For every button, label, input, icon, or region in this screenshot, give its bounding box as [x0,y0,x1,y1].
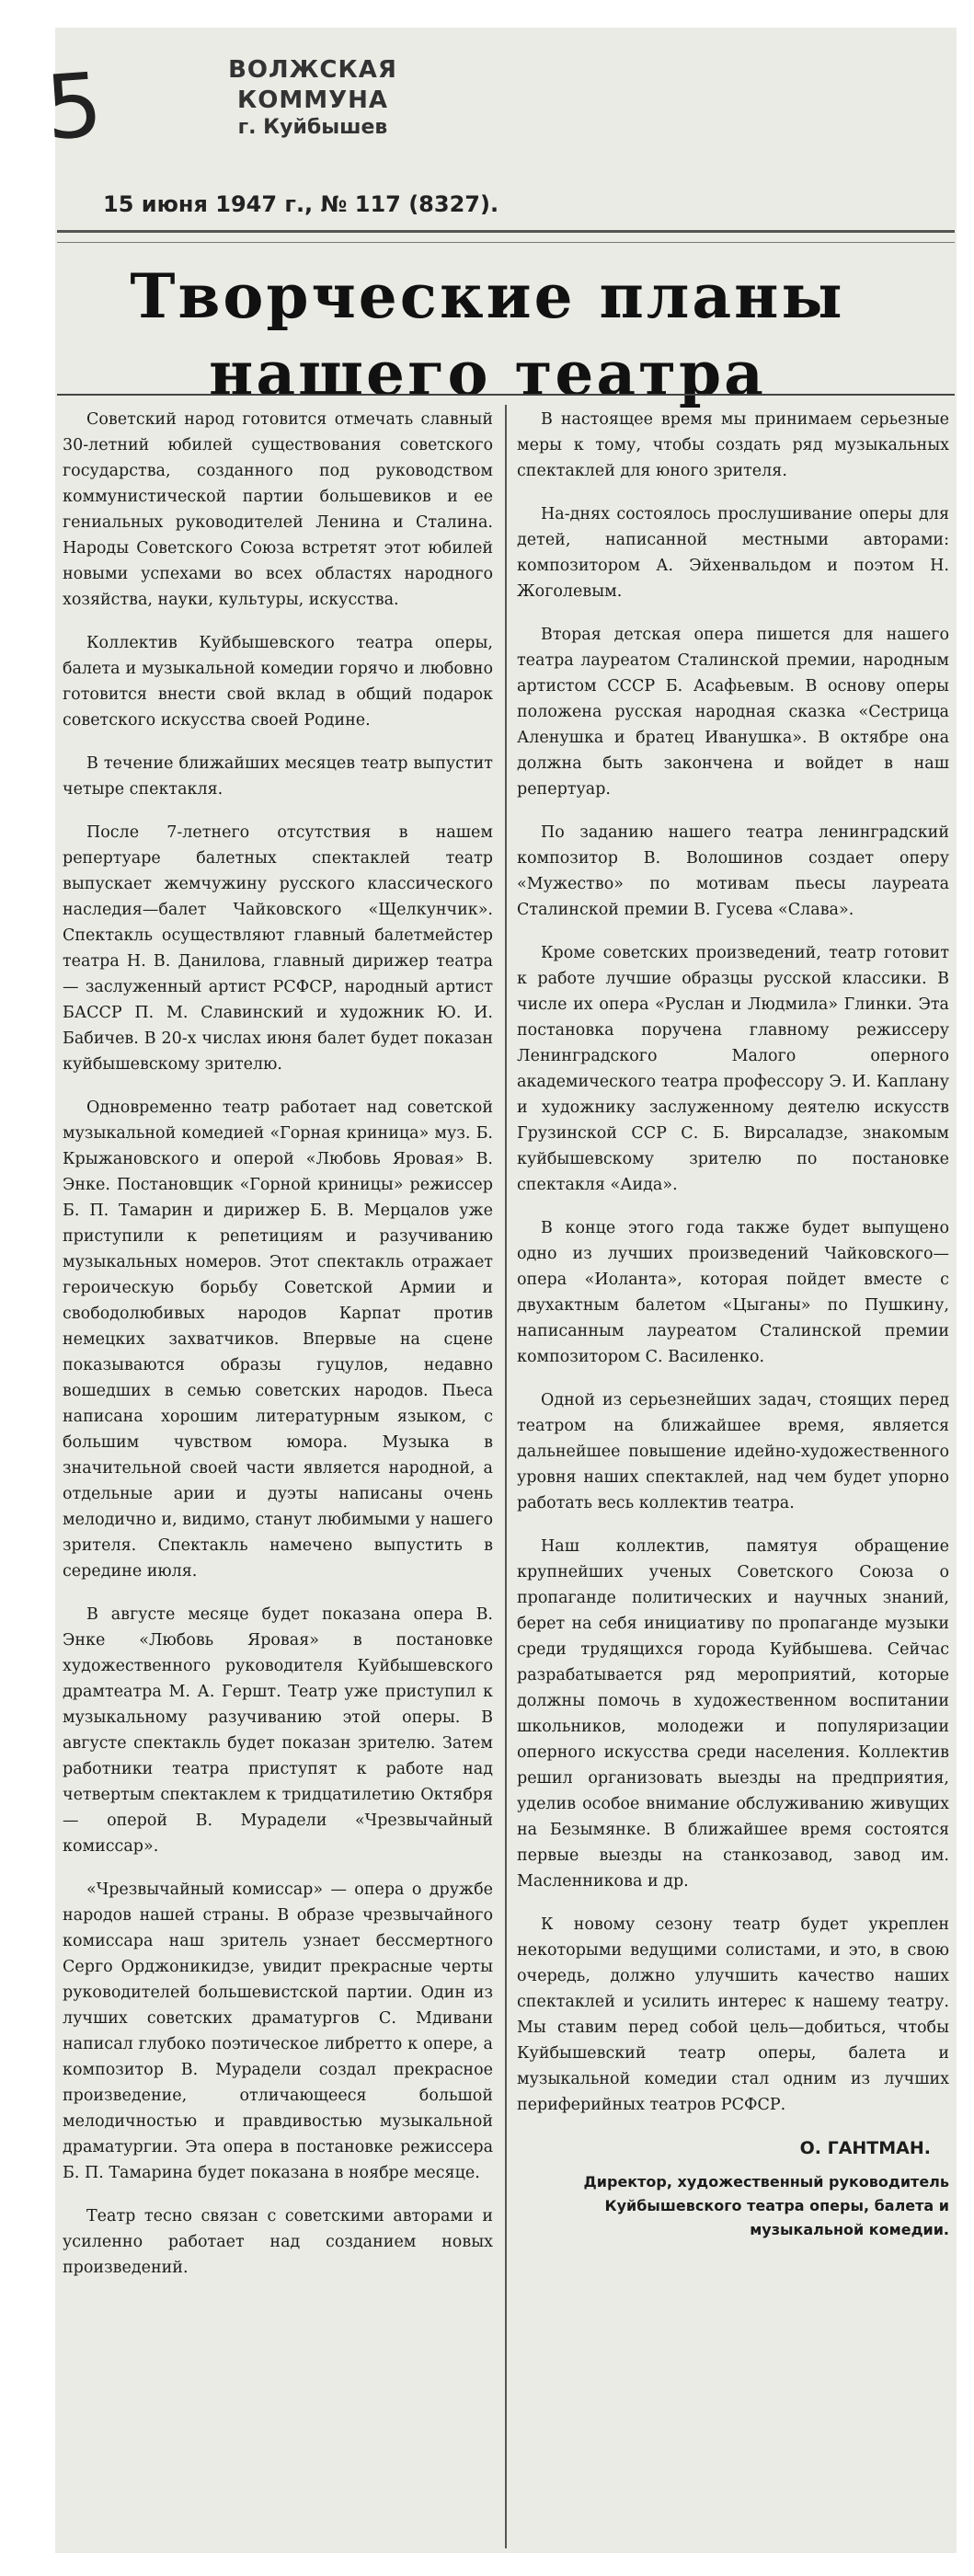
paragraph: Одновременно театр работает над советской музыкальной комедией «Горная криница» муз. Б. Крыжановского и оперой «Любовь Яровая» В. Энке. Постановщик «Горной криницы» режиссер Б. П. Тамарин и дирижер Б. В. Мерцалов уже приступили к репетициям и разучиванию музыкальных номеров. Этот спектакль отражает героическую борьбу Советской Армии и свободолюбивых народов Карпат против немецких захватчиков. Впервые на сцене показываются образы гуцулов, недавно вошедших в семью советских народов. Пьеса написана хорошим литературным языком, с большим чувством юмора. Музыка в значительной своей части является народной, а отдельные арии и дуэты написаны очень мелодично и, видимо, станут любимыми у нашего зрителя. Спектакль намечено выпустить в середине июля. [63,1098,493,1581]
paragraph: Коллектив Куйбышевского театра оперы, балета и музыкальной комедии горячо и любовно готовится внести свой вклад в общий подарок советского искусства своей Родине. [63,634,493,730]
handwritten-page-number: 5 [42,53,106,160]
paragraph: На-днях состоялось прослушивание оперы для детей, написанной местными авторами: композитором А. Эйхенвальдом и поэтом Н. Жоголевым. [517,505,949,601]
right-column [517,407,949,2242]
column-divider [505,405,507,2548]
paragraph: Театр тесно связан с советскими авторами и усиленно работает над созданием новых произведений. [63,2207,493,2277]
paragraph: По заданию нашего театра ленинградский композитор В. Волошинов создает оперу «Мужество» по мотивам пьесы лауреата Сталинской премии В. Гусева «Слава». [517,823,949,919]
signature-block [517,2135,949,2242]
paragraph: Советский народ готовится отмечать славный 30-летний юбилей существования советского государства, созданного под руководством коммунистической партии большевиков и ее гениальных руководителей Ленина и Сталина. Народы Советского Союза встретят этот юбилей новыми успехами во всех областях народного хозяйства, науки, культуры, искусства. [63,410,493,609]
author-role: Директор, художественный руководитель Куйбышевского театра оперы, балета и музыкальной комедии. [583,2173,949,2238]
left-column [63,407,493,2298]
title-divider [57,394,955,396]
author-name: О. ГАНТМАН. [799,2138,931,2158]
newspaper-stamp [166,55,460,141]
stamp-city: г. Куйбышев [237,116,388,139]
header-rule [57,230,955,243]
paragraph: Кроме советских произведений, театр готовит к работе лучшие образцы русской классики. В числе их опера «Руслан и Людмила» Глинки. Эта постановка поручена главному режиссеру Ленинградского Малого оперного академического театра профессору Э. И. Каплану и художнику заслуженному деятелю искусств Грузинской ССР С. Б. Вирсаладзе, знакомым куйбышевскому зрителю по постановке спектакля «Аида». [517,944,949,1194]
paragraph: После 7-летнего отсутствия в нашем репертуаре балетных спектаклей театр выпускает жемчужину русского классического наследия—балет Чайковского «Щелкунчик». Спектакль осуществляют главный балетмейстер театра Н. В. Данилова, главный дирижер театра — заслуженный артист РСФСР, народный артист БАССР П. М. Славинский и художник Ю. И. Бабичев. В 20-х числах июня балет будет показан куйбышевскому зрителю. [63,823,493,1074]
paragraph: Вторая детская опера пишется для нашего театра лауреатом Сталинской премии, народным артистом СССР Б. Асафьевым. В основу оперы положена русская народная сказка «Сестрица Аленушка и братец Иванушка». В октябре она должна быть закончена и войдет в наш репертуар. [517,626,949,799]
issue-dateline: 15 июня 1947 г., № 117 (8327). [103,191,499,217]
stamp-newspaper-name: ВОЛЖСКАЯ КОММУНА [228,56,397,114]
article-title: Творческие планы нашего театра [130,260,845,409]
paragraph: В августе месяце будет показана опера В. Энке «Любовь Яровая» в постановке художественного руководителя Куйбышевского драмтеатра М. А. Гершт. Театр уже приступил к музыкальному разучиванию этой оперы. В августе спектакль будет показан зрителю. Затем работники театра приступят к работе над четвертым спектаклем к тридцатилетию Октября — оперой В. Мурадели «Чрезвычайный комиссар». [63,1605,493,1856]
paragraph: Наш коллектив, памятуя обращение крупнейших ученых Советского Союза о пропаганде политических и научных знаний, берет на себя инициативу по пропаганде музыки среди трудящихся города Куйбышева. Сейчас разрабатывается ряд мероприятий, которые должны помочь в художественном воспитании школьников, молодежи и популяризации оперного искусства среди населения. Коллектив решил организовать выезды на предприятия, уделив особое внимание обслуживанию живущих на Безымянке. В ближайшее время состоятся первые выезды на станкозавод, завод им. Масленникова и др. [517,1537,949,1891]
paragraph: Одной из серьезнейших задач, стоящих перед театром на ближайшее время, является дальнейшее повышение идейно-художественного уровня наших спектаклей, над чем будет упорно работать весь коллектив театра. [517,1391,949,1512]
paragraph: В настоящее время мы принимаем серьезные меры к тому, чтобы создать ряд музыкальных спектаклей для юного зрителя. [517,410,949,480]
paragraph: К новому сезону театр будет укреплен некоторыми ведущими солистами, и это, в свою очередь, должно улучшить качество наших спектаклей и усилить интерес к нашему театру. Мы ставим перед собой цель—добиться, чтобы Куйбышевский театр оперы, балета и музыкальной комедии стал одним из лучших периферийных театров РСФСР. [517,1915,949,2114]
paragraph: В течение ближайших месяцев театр выпустит четыре спектакля. [63,754,493,799]
paragraph: «Чрезвычайный комиссар» — опера о дружбе народов нашей страны. В образе чрезвычайного комиссара наш зритель узнает бессмертного Серго Орджоникидзе, увидит прекрасные черты руководителей большевистской партии. Один из лучших советских драматургов С. Мдивани написал глубоко поэтическое либретто к опере, а композитор В. Мурадели создал прекрасное произведение, отличающееся большой мелодичностью и правдивостью музыкальной драматургии. Эта опера в постановке режиссера Б. П. Тамарина будет показана в ноябре месяце. [63,1880,493,2182]
paragraph: В конце этого года также будет выпущено одно из лучших произведений Чайковского—опера «Иоланта», которая пойдет вместе с двухактным балетом «Цыганы» по Пушкину, написанным лауреатом Сталинской премии композитором С. Василенко. [517,1219,949,1366]
